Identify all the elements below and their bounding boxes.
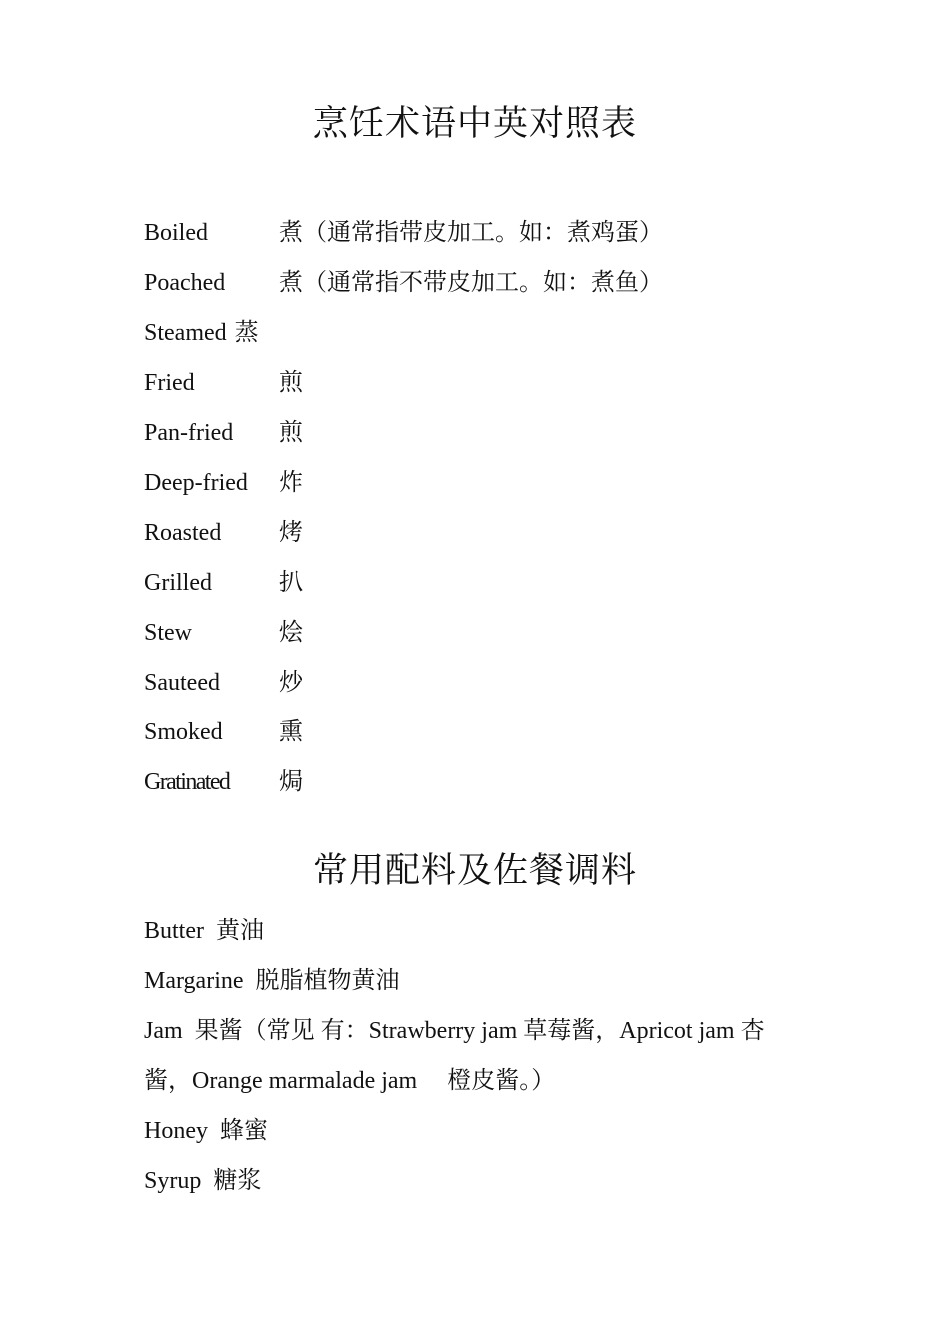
ingredient-english: Syrup: [144, 1168, 202, 1194]
ingredient-english: Honey: [144, 1118, 208, 1144]
term-english: Boiled: [144, 220, 208, 246]
term-english: Sauteed: [144, 670, 220, 696]
term-chinese: 煎: [279, 370, 303, 396]
term-chinese: 焗: [279, 769, 303, 795]
ingredient-english: Margarine: [144, 968, 244, 994]
term-english: Roasted: [144, 520, 222, 546]
ingredient-chinese: 蜂蜜: [219, 1118, 268, 1144]
ingredient-line: [144, 1016, 765, 1046]
ingredient-chinese: 脱脂植物黄油: [255, 968, 400, 994]
term-english: Stew: [144, 620, 192, 646]
term-english: Grilled: [144, 570, 212, 596]
ingredient-chinese: 果酱（常见 有：Strawberry jam 草莓酱，Apricot jam 杏: [194, 1018, 765, 1044]
term-chinese: 煮（通常指不带皮加工。如：煮鱼）: [279, 270, 663, 296]
ingredient-line-continued: [144, 1066, 555, 1096]
term-english: Pan-fried: [144, 420, 234, 446]
page-title: 烹饪术语中英对照表: [312, 104, 637, 143]
ingredient-line: [144, 916, 264, 946]
term-chinese: 煮（通常指带皮加工。如：煮鸡蛋）: [279, 220, 663, 246]
term-english: Gratinated: [144, 769, 230, 795]
term-english: Fried: [144, 370, 195, 396]
ingredient-chinese: 黄油: [216, 918, 264, 944]
ingredient-line: [144, 966, 400, 996]
ingredient-chinese: 酱，Orange marmalade jam 橙皮酱。）: [144, 1068, 556, 1094]
term-chinese: 炸: [279, 470, 303, 496]
term-chinese: 熏: [279, 719, 303, 745]
ingredient-line: [144, 1166, 261, 1196]
term-chinese: 炒: [279, 670, 303, 696]
term-english: Steamed: [144, 320, 227, 346]
term-chinese: 烩: [279, 620, 303, 646]
term-english: Deep-fried: [144, 470, 248, 496]
ingredient-english: Jam: [144, 1018, 183, 1044]
term-row: [144, 318, 259, 348]
ingredient-chinese: 糖浆: [213, 1168, 262, 1194]
section-title: 常用配料及佐餐调料: [312, 851, 637, 890]
term-chinese: 煎: [279, 420, 303, 446]
term-english: Poached: [144, 270, 226, 296]
term-chinese: 烤: [279, 520, 303, 546]
term-chinese: 蒸: [234, 320, 259, 346]
ingredient-line: [144, 1116, 268, 1146]
term-chinese: 扒: [279, 570, 303, 596]
ingredient-english: Butter: [144, 918, 204, 944]
term-english: Smoked: [144, 719, 223, 745]
